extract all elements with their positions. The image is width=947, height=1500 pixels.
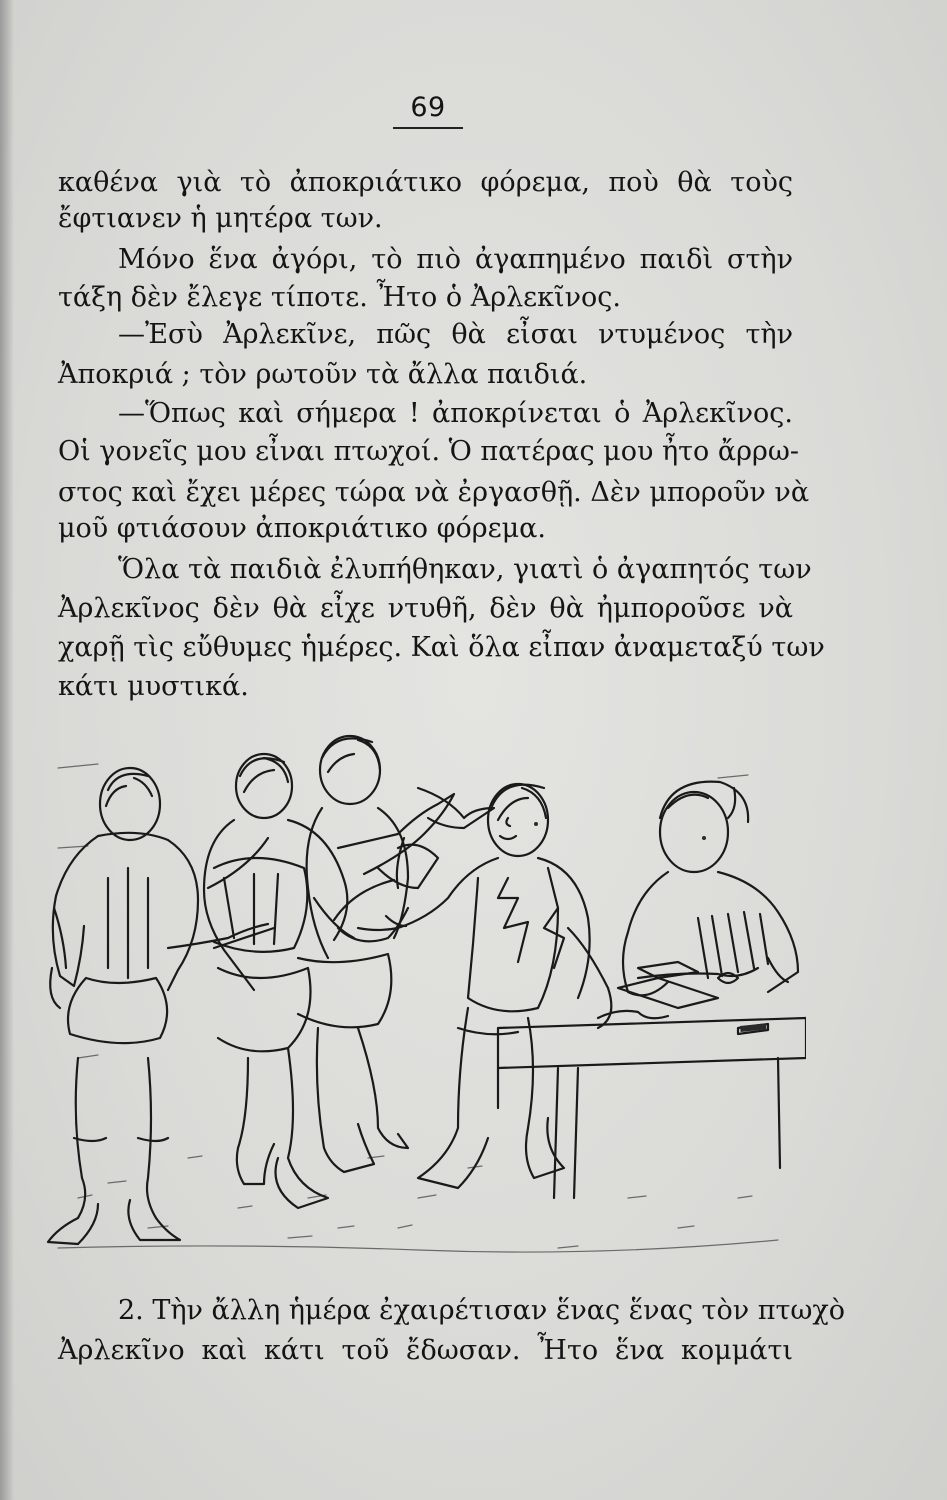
mother-at-table [623, 782, 798, 996]
text-line: Ἀρλεκῖνο καὶ κάτι τοῦ ἔδωσαν. Ἦτο ἕνα κομμάτι [58, 1335, 793, 1366]
text-line: στος καὶ ἔχει μέρες τώρα νὰ ἐργασθῇ. Δὲν μποροῦν νὰ [58, 477, 810, 508]
workbench-table [498, 962, 806, 1198]
text-line: Ὅλα τὰ παιδιὰ ἐλυπήθηκαν, γιατὶ ὁ ἀγαπητός των [118, 554, 812, 585]
text-line: τάξη δὲν ἔλεγε τίποτε. Ἦτο ὁ Ἀρλεκῖνος. [58, 282, 622, 313]
text-line: ἔφτιανεν ἡ μητέρα των. [58, 203, 383, 234]
page-number: 69 [410, 92, 446, 123]
text-line: κάτι μυστικά. [58, 671, 249, 702]
page-number-rule [393, 127, 463, 129]
children-workshop-illustration [38, 728, 806, 1280]
text-line: 2. Τὴν ἄλλη ἡμέρα ἐχαιρέτισαν ἕνας ἕνας τὸν πτωχὸ [118, 1295, 846, 1326]
text-line: Ἀρλεκῖνος δὲν θὰ εἶχε ντυθῆ, δὲν θὰ ἠμποροῦσε νὰ [58, 593, 793, 624]
text-line: Οἱ γονεῖς μου εἶναι πτωχοί. Ὁ πατέρας μου ἦτο ἄρρω- [58, 436, 800, 467]
boy-back-view [48, 768, 268, 1244]
spine-shadow [0, 0, 14, 1500]
text-line: καθένα γιὰ τὸ ἀποκριάτικο φόρεμα, ποὺ θὰ τοὺς [58, 167, 793, 198]
text-line: Μόνο ἕνα ἀγόρι, τὸ πιὸ ἀγαπημένο παιδὶ στὴν [118, 244, 793, 275]
text-line: Ἀποκριά ; τὸν ρωτοῦν τὰ ἄλλα παιδιά. [58, 359, 588, 390]
text-line: χαρῇ τὶς εὔθυμες ἡμέρες. Καὶ ὅλα εἶπαν ἀναμεταξύ των [58, 632, 825, 663]
text-line: —Ἐσὺ Ἀρλεκῖνε, πῶς θὰ εἶσαι ντυμένος τὴν [118, 319, 793, 350]
boy-middle [204, 754, 354, 1208]
text-line: —Ὅπως καὶ σήμερα ! ἀποκρίνεται ὁ Ἀρλεκῖνος. [118, 398, 793, 429]
arlekinos-boy [358, 784, 611, 1188]
text-line: μοῦ φτιάσουν ἀποκριάτικο φόρεμα. [58, 513, 546, 544]
boy-holding-cloth [298, 736, 494, 1172]
